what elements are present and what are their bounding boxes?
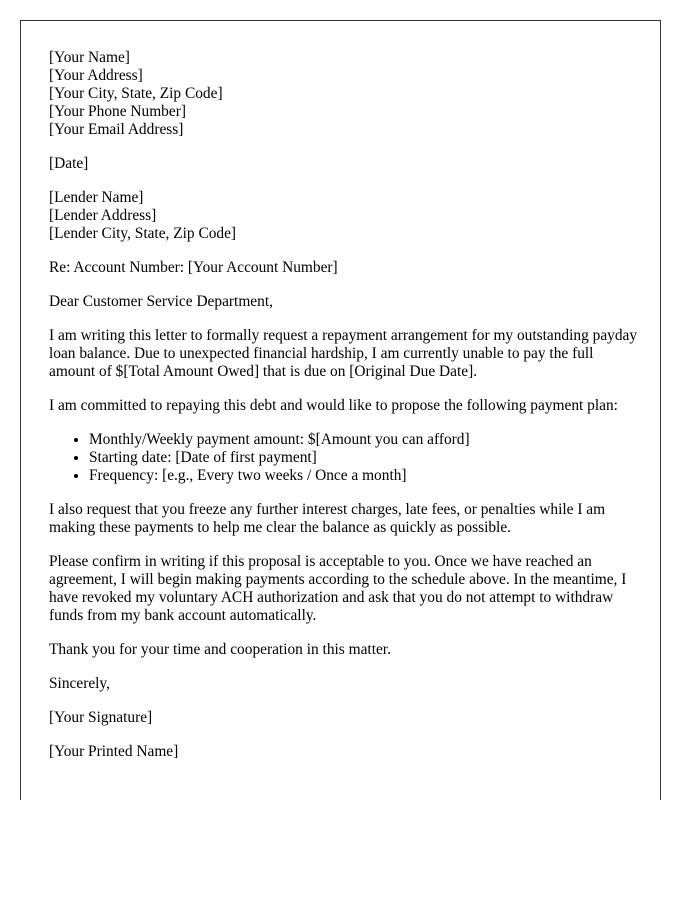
salutation: Dear Customer Service Department,: [49, 293, 273, 310]
letter-date: [Date]: [49, 155, 89, 172]
paragraph-commitment: I am committed to repaying this debt and would like to propose the following payment plan:: [49, 397, 618, 414]
letter-body: [49, 49, 639, 777]
paragraph-freeze: I also request that you freeze any further interest charges, late fees, or penalties while I am making these payments to help me clear the balance as quickly as possible.: [49, 501, 606, 536]
paragraph-thanks: Thank you for your time and cooperation in this matter.: [49, 641, 391, 658]
paragraph-intro: I am writing this letter to formally request a repayment arrangement for my outstanding payday loan balance. Due to unexpected financial hardship, I am currently unable to pay the full amount of $[Total Amount Owed] that is due on [Original Due Date].: [49, 327, 638, 380]
lender-city-state-zip: [Lender City, State, Zip Code]: [49, 225, 237, 242]
sender-phone: [Your Phone Number]: [49, 103, 186, 120]
lender-address: [Lender Address]: [49, 207, 157, 224]
reference-line: Re: Account Number: [Your Account Number]: [49, 259, 338, 276]
closing: Sincerely,: [49, 675, 110, 692]
printed-name: [Your Printed Name]: [49, 743, 179, 760]
sender-address: [Your Address]: [49, 67, 143, 84]
sender-email: [Your Email Address]: [49, 121, 184, 138]
list-item: • Starting date: [Date of first payment]: [89, 449, 639, 467]
sender-city-state-zip: [Your City, State, Zip Code]: [49, 85, 223, 102]
lender-name: [Lender Name]: [49, 189, 144, 206]
list-item: • Monthly/Weekly payment amount: $[Amount you can afford]: [89, 431, 639, 449]
sender-block: [49, 49, 639, 139]
sender-name: [Your Name]: [49, 49, 130, 66]
lender-block: [49, 189, 639, 243]
letter-page: [20, 20, 661, 800]
list-item: • Frequency: [e.g., Every two weeks / Once a month]: [89, 467, 639, 485]
paragraph-confirm: Please confirm in writing if this proposal is acceptable to you. Once we have reached an agreement, I will begin making payments according to the schedule above. In the meantime, I have revoked my voluntary ACH authorization and ask that you do not attempt to withdraw funds from my bank account automatically.: [49, 553, 627, 624]
payment-plan-list: [49, 431, 639, 485]
signature-placeholder: [Your Signature]: [49, 709, 153, 726]
